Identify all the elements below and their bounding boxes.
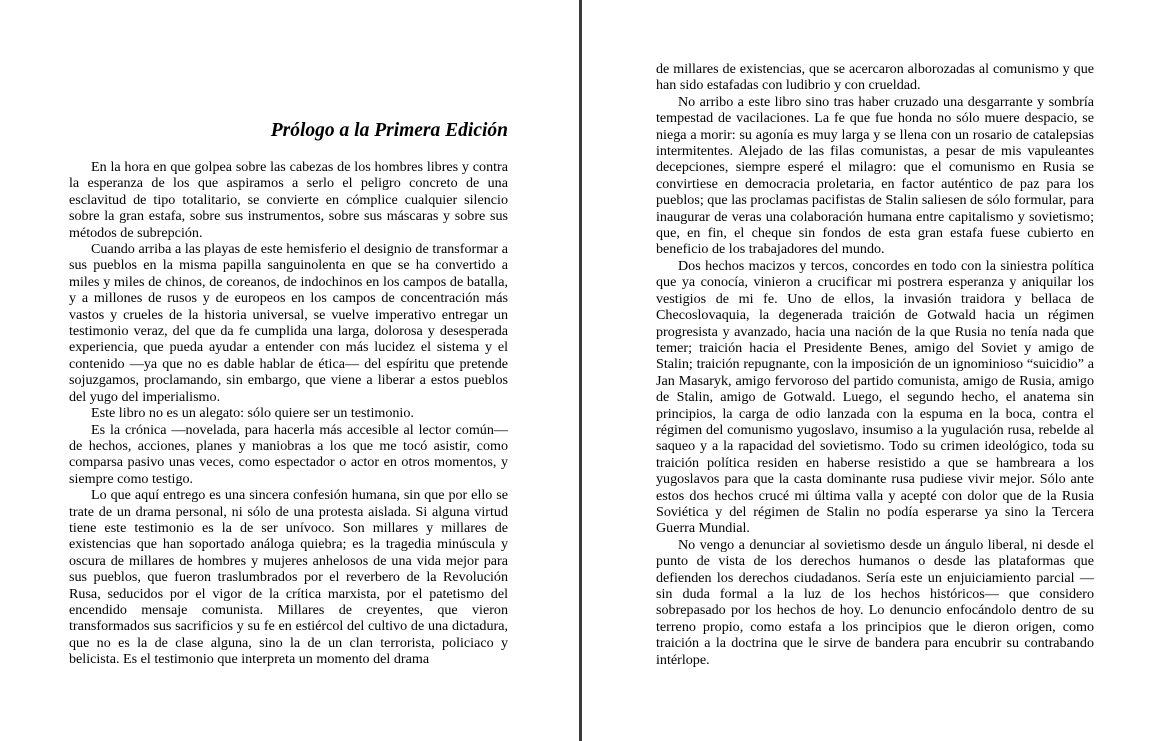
paragraph: Lo que aquí entrego es una sincera confesión humana, sin que por ello se trate de un drama personal, ni sólo de una protesta aislada. Si alguna virtud tiene este testimonio es la de ser unívoco. Son millares y millares de existencias que han soportado análoga quiebra; es la tragedia minúscula y oscura de millares de hombres y mujeres anhelosos de una vida mejor para sus pueblos, que fueron traslumbrados por el reverbero de la Revolución Rusa, seducidos por el vigor de la crítica marxista, por el patetismo del encendido mensaje comunista. Millares de creyentes, que vieron transformados sus sacrificios y su fe en estiércol del cultivo de una dictadura, que no es la de clase alguna, sino la de un clan terrorista, policiaco y belicista. Es el testimonio que interpreta un momento del drama [69, 487, 508, 668]
right-page-body [656, 61, 1094, 668]
paragraph: No arribo a este libro sino tras haber cruzado una desgarrante y sombría tempestad de vacilaciones. La fe que fue honda no sólo muere despacio, se niega a morir: su agonía es muy larga y se llena con un rosario de catalepsias intermitentes. Alejado de las filas comunistas, a pesar de mis vapuleantes decepciones, siempre esperé el milagro: que el comunismo en Rusia se convirtiese en democracia proletaria, en factor auténtico de paz para los pueblos; que las proclamas pacifistas de Stalin saliesen de sólo formular, para inaugurar de veras una colaboración humana entre capitalismo y sovietismo; que, en fin, el cheque sin fondos de esta gran estafa fuese cubierto en beneficio de los trabajadores del mundo. [656, 93, 1094, 258]
right-page [583, 0, 1161, 741]
page-divider [579, 0, 582, 741]
left-page-body [69, 159, 508, 668]
paragraph: No vengo a denunciar al sovietismo desde un ángulo liberal, ni desde el punto de vista de los derechos humanos o desde las plataformas que defienden los derechos ciudadanos. Sería este un enjuiciamiento parcial —sin duda formal a la luz de los hechos históricos— que considero sobrepasado por los hechos de hoy. Lo denuncio enfocándolo dentro de su terreno propio, como estafa a los principios que le dieron origen, como traición a la doctrina que le sirve de bandera para encubrir su contrabando intérlope. [656, 536, 1094, 668]
paragraph: En la hora en que golpea sobre las cabezas de los hombres libres y contra la esperanza de los que aspiramos a serlo el peligro concreto de una esclavitud de tipo totalitario, se convierte en cómplice cualquier silencio sobre la gran estafa, sobre sus instrumentos, sobre sus máscaras y sobre sus métodos de subrepción. [69, 159, 508, 241]
paragraph: Cuando arriba a las playas de este hemisferio el designio de transformar a sus pueblos en la misma papilla sanguinolenta en que se ha convertido a miles y miles de chinos, de coreanos, de indochinos en los campos de batalla, y a millones de rusos y de europeos en los campos de concentración más vastos y crueles de la historia universal, se vuelve imperativo entregar un testimonio veraz, del que da fe cumplida una larga, dolorosa y desesperada experiencia, que pueda ayudar a entender con más lucidez el sistema y el contenido —ya que no es dable hablar de ética— del espíritu que pretende sojuzgamos, proclamando, sin embargo, que viene a liberar a estos pueblos del yugo del imperialismo. [69, 241, 508, 405]
paragraph: Este libro no es un alegato: sólo quiere ser un testimonio. [91, 405, 414, 422]
paragraph-continuation: de millares de existencias, que se acercaron alborozadas al comunismo y que han sido estafadas con ludibrio y con crueldad. [656, 61, 1094, 94]
chapter-title: Prólogo a la Primera Edición [270, 120, 508, 141]
paragraph: Es la crónica —novelada, para hacerla más accesible al lector común— de hechos, acciones, planes y maniobras a los que me tocó asistir, como comparsa pasivo unas veces, como espectador o actor en otros momentos, y siempre como testigo. [69, 421, 508, 487]
left-page [0, 0, 579, 741]
paragraph: Dos hechos macizos y tercos, concordes en todo con la siniestra política que ya conocía, vinieron a crucificar mi postrera esperanza y aniquilar los vestigios de mi fe. Uno de ellos, la invasión traidora y bellaca de Checoslovaquia, la degenerada traición de Gotwald hacia un régimen progresista y avanzado, hacia una nación de la que Rusia no tenía nada que temer; traición hacia el Presidente Benes, amigo del Soviet y amigo de Stalin; traición repugnante, con la imposición de un ignominioso “suicidio” a Jan Masaryk, amigo fervoroso del partido comunista, amigo de Rusia, amigo de Stalin, amigo de Gotwald. Luego, el segundo hecho, el anatema sin principios, la carga de odio lanzada con la espuma en la boca, contra el régimen del comunismo yugoslavo, insumiso a la yugulación rusa, rebelde al saqueo y a la rapacidad del sovietismo. Todo su crimen ideológico, toda su traición política residen en haberse resistido a que se hambreara a los yugoslavos para que la casta dominante rusa pudiese vivir mejor. Sólo ante estos dos hechos crucé mi última valla y acepté con dolor que de la Rusia Soviética y del régimen de Stalin no podía esperarse ya sino la Tercera Guerra Mundial. [656, 257, 1094, 537]
